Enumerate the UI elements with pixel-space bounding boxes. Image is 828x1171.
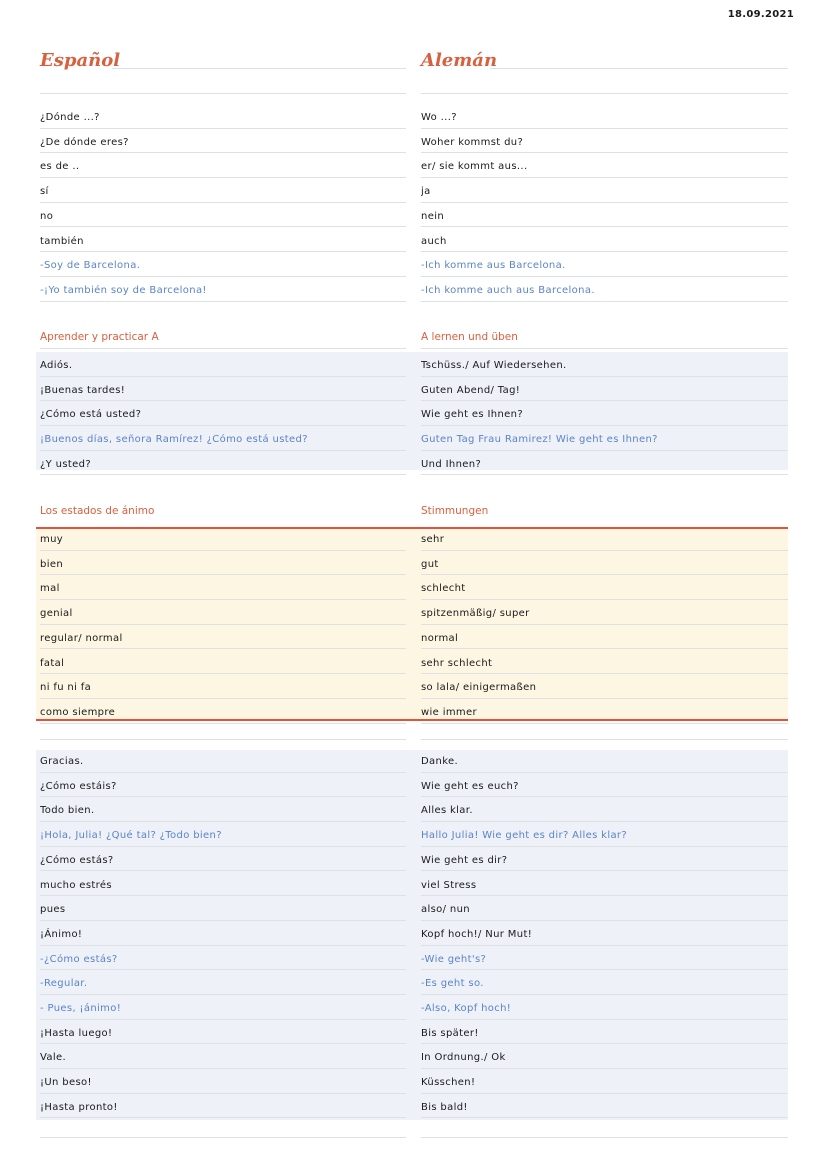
vocab-de-entry: Hallo Julia! Wie geht es dir? Alles klar? [421, 822, 788, 847]
vocab-es-entry: - Pues, ¡ánimo! [40, 995, 406, 1020]
vocab-de-entry: Guten Tag Frau Ramirez! Wie geht es Ihnen? [421, 426, 788, 451]
vocab-de-entry: auch [421, 228, 788, 253]
vocab-de-entry: Bis später! [421, 1020, 788, 1045]
column-heading-spanish: Español [40, 50, 121, 71]
vocab-de-entry: Danke. [421, 748, 788, 773]
vocab-es-entry: -¡Yo también soy de Barcelona! [40, 277, 406, 302]
divider [421, 1137, 788, 1138]
vocab-de-entry: gut [421, 551, 788, 576]
vocab-es-entry: mucho estrés [40, 872, 406, 897]
vocab-de-entry: Wie geht es euch? [421, 773, 788, 798]
vocab-de-entry: er/ sie kommt aus... [421, 153, 788, 178]
vocab-de-entry: viel Stress [421, 872, 788, 897]
vocab-es-entry: regular/ normal [40, 625, 406, 650]
vocab-de-entry: spitzenmäßig/ super [421, 600, 788, 625]
section-title-de: Stimmungen [421, 505, 489, 517]
vocab-de-entry: Alles klar. [421, 797, 788, 822]
vocab-es-entry: -Regular. [40, 970, 406, 995]
column-heading-german: Alemán [421, 50, 498, 71]
vocab-de-entry: nein [421, 203, 788, 228]
vocab-de-entry: -Also, Kopf hoch! [421, 995, 788, 1020]
vocab-es-entry: Todo bien. [40, 797, 406, 822]
vocab-es-entry: ¡Buenas tardes! [40, 377, 406, 402]
vocab-es-entry: ¡Un beso! [40, 1069, 406, 1094]
vocab-de-entry: Und Ihnen? [421, 451, 788, 476]
vocab-es-entry: ¿Y usted? [40, 451, 406, 476]
vocab-de-entry: Küsschen! [421, 1069, 788, 1094]
vocab-es-entry: ¿Dónde ...? [40, 104, 406, 129]
vocab-es-entry: muy [40, 526, 406, 551]
vocab-de-entry: Tschüss./ Auf Wiedersehen. [421, 352, 788, 377]
vocab-es-entry: -¿Cómo estás? [40, 946, 406, 971]
date-label: 18.09.2021 [727, 9, 794, 20]
vocab-es-entry: es de .. [40, 153, 406, 178]
vocab-es-entry: sí [40, 178, 406, 203]
vocab-es-entry: mal [40, 575, 406, 600]
divider [40, 739, 406, 740]
heading-underline-right [490, 68, 788, 69]
vocab-de-entry: -Es geht so. [421, 970, 788, 995]
vocab-es-entry: ¿Cómo estás? [40, 847, 406, 872]
vocab-es-entry: como siempre [40, 699, 406, 724]
vocab-es-entry: ¡Hola, Julia! ¿Qué tal? ¿Todo bien? [40, 822, 406, 847]
vocab-de-entry: -Ich komme aus Barcelona. [421, 252, 788, 277]
vocab-de-entry: wie immer [421, 699, 788, 724]
vocab-de-entry: ja [421, 178, 788, 203]
vocab-es-entry: no [40, 203, 406, 228]
section-title-de: A lernen und üben [421, 325, 788, 349]
vocab-es-entry: ¿Cómo estáis? [40, 773, 406, 798]
vocab-de-entry: Woher kommst du? [421, 129, 788, 154]
vocab-de-entry: -Wie geht's? [421, 946, 788, 971]
divider [40, 1137, 406, 1138]
vocab-es-entry: ¿Cómo está usted? [40, 401, 406, 426]
heading-underline-left [112, 68, 406, 69]
divider [40, 93, 406, 94]
vocab-de-entry: Wie geht es dir? [421, 847, 788, 872]
vocab-es-entry: también [40, 228, 406, 253]
vocab-de-entry: sehr schlecht [421, 650, 788, 675]
vocab-es-entry: fatal [40, 650, 406, 675]
vocab-es-entry: ni fu ni fa [40, 674, 406, 699]
divider [421, 739, 788, 740]
section-title-es: Aprender y practicar A [40, 325, 406, 349]
vocab-es-entry: ¡Buenos días, señora Ramírez! ¿Cómo está usted? [40, 426, 406, 451]
vocab-de-entry: also/ nun [421, 896, 788, 921]
vocab-de-entry: Guten Abend/ Tag! [421, 377, 788, 402]
vocab-de-entry: In Ordnung./ Ok [421, 1044, 788, 1069]
vocab-es-entry: genial [40, 600, 406, 625]
vocab-de-entry: so lala/ einigermaßen [421, 674, 788, 699]
vocab-de-entry: sehr [421, 526, 788, 551]
vocab-es-entry: Vale. [40, 1044, 406, 1069]
vocab-es-entry: -Soy de Barcelona. [40, 252, 406, 277]
vocab-de-entry: normal [421, 625, 788, 650]
vocab-de-entry: schlecht [421, 575, 788, 600]
vocab-de-entry: -Ich komme auch aus Barcelona. [421, 277, 788, 302]
vocab-de-entry: Wie geht es Ihnen? [421, 401, 788, 426]
vocab-es-entry: ¿De dónde eres? [40, 129, 406, 154]
vocab-de-entry: Kopf hoch!/ Nur Mut! [421, 921, 788, 946]
vocab-es-entry: Adiós. [40, 352, 406, 377]
vocab-de-entry: Bis bald! [421, 1094, 788, 1119]
vocab-es-entry: Gracias. [40, 748, 406, 773]
vocab-es-entry: ¡Hasta pronto! [40, 1094, 406, 1119]
vocab-es-entry: pues [40, 896, 406, 921]
section-title-es: Los estados de ánimo [40, 505, 155, 517]
vocab-de-entry: Wo ...? [421, 104, 788, 129]
vocab-es-entry: bien [40, 551, 406, 576]
vocab-es-entry: ¡Ánimo! [40, 921, 406, 946]
divider [421, 93, 788, 94]
vocab-es-entry: ¡Hasta luego! [40, 1020, 406, 1045]
